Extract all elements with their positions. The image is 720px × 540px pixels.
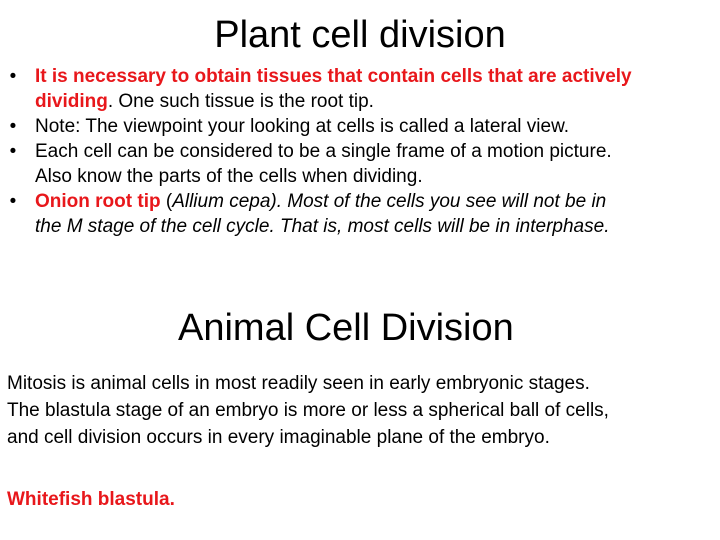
bullet-dot-icon: • [9, 66, 17, 87]
bullet-dot-icon: • [9, 141, 17, 162]
bullet-onion-paren: ( [160, 191, 173, 212]
bullet-frame-line1: Each cell can be considered to be a single frame of a motion picture. [35, 141, 612, 162]
animal-paragraph-line: The blastula stage of an embryo is more or less a spherical ball of cells, [7, 400, 609, 421]
bullet-dot-icon: • [9, 191, 17, 212]
bullet-onion-line2: the M stage of the cell cycle. That is, most cells will be in interphase. [35, 216, 610, 237]
bullet-tissues-line2: . One such tissue is the root tip. [107, 91, 374, 112]
animal-paragraph-line: and cell division occurs in every imaginable plane of the embryo. [7, 427, 550, 448]
bullet-item-note [6, 114, 716, 139]
animal-paragraph [7, 370, 717, 451]
whitefish-caption: Whitefish blastula. [7, 489, 175, 510]
bullet-tissues-line1: It is necessary to obtain tissues that contain cells that are actively [35, 66, 632, 87]
bullet-item-frame [6, 139, 716, 189]
plant-bullet-list [6, 64, 716, 239]
bullet-item-onion [6, 189, 716, 239]
bullet-tissues-dividing: dividing [35, 91, 108, 112]
bullet-onion-line1-rest: ). Most of the cells you see will not be in [270, 191, 607, 212]
animal-section-title: Animal Cell Division [178, 307, 514, 349]
bullet-note-text: Note: The viewpoint your looking at cells is called a lateral view. [35, 116, 570, 137]
bullet-onion-label: Onion root tip [35, 191, 161, 212]
bullet-dot-icon: • [9, 116, 17, 137]
bullet-frame-line2: Also know the parts of the cells when dividing. [35, 166, 423, 187]
bullet-item-tissues [6, 64, 716, 114]
plant-section-title: Plant cell division [214, 14, 506, 56]
bullet-onion-species: Allium cepa [172, 191, 271, 212]
animal-paragraph-line: Mitosis is animal cells in most readily seen in early embryonic stages. [7, 373, 590, 394]
